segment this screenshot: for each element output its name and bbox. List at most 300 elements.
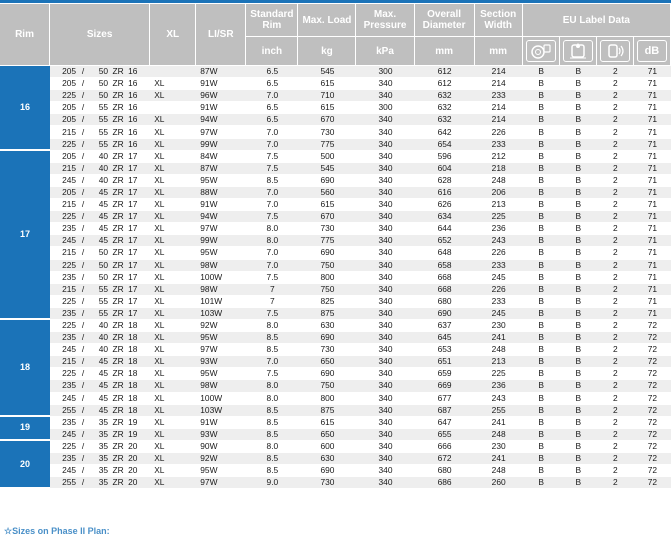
section-width-cell: 213 — [475, 356, 523, 368]
max-pressure-cell: 340 — [356, 260, 414, 272]
fuel-rating-cell: B — [523, 260, 560, 272]
section-width-cell: 213 — [475, 199, 523, 211]
load-speed-cell: 91W — [196, 102, 246, 114]
fuel-rating-cell: B — [523, 429, 560, 441]
max-load-cell: 730 — [298, 477, 356, 489]
size-separator: / — [81, 295, 85, 306]
construction-code: ZR — [112, 465, 124, 476]
eu-db-cell — [634, 37, 671, 66]
table-row — [0, 235, 671, 247]
fuel-rating-cell: B — [523, 272, 560, 284]
rim-diameter: 18 — [128, 392, 138, 403]
size-separator: / — [81, 174, 85, 185]
noise-class-cell: 2 — [597, 284, 634, 296]
size-cell — [50, 163, 150, 175]
size-separator: / — [81, 66, 85, 77]
max-pressure-cell: 300 — [356, 102, 414, 114]
noise-db-cell: 71 — [634, 199, 671, 211]
aspect-ratio: 35 — [98, 477, 109, 488]
size-separator: / — [81, 368, 85, 379]
aspect-ratio: 50 — [98, 259, 109, 270]
wet-grip-cell: B — [560, 308, 597, 320]
section-width-cell: 260 — [475, 477, 523, 489]
xl-cell: XL — [150, 368, 196, 380]
wet-grip-cell: B — [560, 187, 597, 199]
aspect-ratio: 55 — [98, 126, 109, 137]
xl-cell: XL — [150, 223, 196, 235]
max-pressure-cell: 340 — [356, 308, 414, 320]
wet-grip-icon — [563, 40, 593, 62]
overall-diameter-cell: 653 — [415, 344, 475, 356]
max-load-cell: 545 — [298, 163, 356, 175]
table-row — [0, 102, 671, 114]
xl-cell: XL — [150, 465, 196, 477]
section-width-cell: 236 — [475, 380, 523, 392]
xl-cell: XL — [150, 139, 196, 151]
size-cell — [50, 272, 150, 284]
construction-code: ZR — [112, 247, 124, 258]
fuel-efficiency-icon — [526, 40, 556, 62]
size-cell — [50, 332, 150, 344]
size-cell — [50, 477, 150, 489]
rim-diameter: 17 — [128, 259, 138, 270]
wet-grip-cell: B — [560, 151, 597, 163]
aspect-ratio: 45 — [98, 186, 109, 197]
section-width-cell: 255 — [475, 405, 523, 417]
section-width-cell: 214 — [475, 78, 523, 90]
fuel-rating-cell: B — [523, 441, 560, 453]
construction-code: ZR — [112, 126, 124, 137]
rim-size-cell: 17 — [0, 151, 50, 320]
rim-diameter: 17 — [128, 247, 138, 258]
xl-cell: XL — [150, 247, 196, 259]
max-load-cell: 615 — [298, 102, 356, 114]
max-pressure-cell: 300 — [356, 66, 414, 78]
fuel-rating-cell: B — [523, 320, 560, 332]
load-speed-cell: 94W — [196, 114, 246, 126]
standard-rim-cell: 7.0 — [246, 247, 298, 259]
standard-rim-cell: 7.5 — [246, 151, 298, 163]
noise-db-cell: 71 — [634, 272, 671, 284]
aspect-ratio: 50 — [98, 90, 109, 101]
load-speed-cell: 99W — [196, 235, 246, 247]
tire-width: 225 — [62, 368, 77, 379]
aspect-ratio: 40 — [98, 150, 109, 161]
rim-diameter: 16 — [128, 138, 138, 149]
size-cell — [50, 417, 150, 429]
wet-grip-cell: B — [560, 175, 597, 187]
table-row — [0, 260, 671, 272]
max-load-cell: 710 — [298, 90, 356, 102]
tire-width: 245 — [62, 465, 77, 476]
table-row — [0, 175, 671, 187]
noise-db-cell: 72 — [634, 453, 671, 465]
section-width-cell: 230 — [475, 441, 523, 453]
tire-width: 205 — [62, 66, 77, 77]
table-row — [0, 308, 671, 320]
fuel-rating-cell: B — [523, 344, 560, 356]
load-speed-cell: 95W — [196, 332, 246, 344]
fuel-rating-cell: B — [523, 199, 560, 211]
overall-diameter-cell: 628 — [415, 175, 475, 187]
construction-code: ZR — [112, 114, 124, 125]
overall-diameter-cell: 596 — [415, 151, 475, 163]
aspect-ratio: 55 — [98, 102, 109, 113]
overall-diameter-cell: 666 — [415, 441, 475, 453]
noise-class-cell: 2 — [597, 102, 634, 114]
tire-width: 235 — [62, 271, 77, 282]
aspect-ratio: 45 — [98, 356, 109, 367]
header-rim: Rim — [0, 4, 50, 66]
max-load-cell: 545 — [298, 66, 356, 78]
rim-diameter: 17 — [128, 283, 138, 294]
wet-grip-cell: B — [560, 344, 597, 356]
size-separator: / — [81, 186, 85, 197]
overall-diameter-cell: 644 — [415, 223, 475, 235]
standard-rim-cell: 8.0 — [246, 380, 298, 392]
header-overall-diameter: Overall Diameter — [415, 4, 475, 37]
max-load-cell: 775 — [298, 139, 356, 151]
standard-rim-cell: 8.0 — [246, 441, 298, 453]
max-load-cell: 825 — [298, 296, 356, 308]
aspect-ratio: 35 — [98, 465, 109, 476]
construction-code: ZR — [112, 368, 124, 379]
fuel-rating-cell: B — [523, 247, 560, 259]
construction-code: ZR — [112, 416, 124, 427]
wet-grip-cell: B — [560, 380, 597, 392]
xl-cell: XL — [150, 393, 196, 405]
xl-cell: XL — [150, 332, 196, 344]
noise-class-cell: 2 — [597, 429, 634, 441]
noise-class-cell: 2 — [597, 465, 634, 477]
overall-diameter-cell: 654 — [415, 139, 475, 151]
size-separator: / — [81, 404, 85, 415]
max-pressure-cell: 340 — [356, 90, 414, 102]
load-speed-cell: 98W — [196, 380, 246, 392]
size-cell — [50, 368, 150, 380]
rim-diameter: 19 — [128, 428, 138, 439]
top-accent-bar — [0, 0, 671, 3]
max-pressure-cell: 340 — [356, 320, 414, 332]
fuel-rating-cell: B — [523, 368, 560, 380]
max-pressure-cell: 340 — [356, 187, 414, 199]
max-load-cell: 875 — [298, 308, 356, 320]
standard-rim-cell: 7.0 — [246, 356, 298, 368]
header-sizes: Sizes — [50, 4, 150, 66]
section-width-cell: 241 — [475, 332, 523, 344]
rim-diameter: 16 — [128, 90, 138, 101]
section-width-cell: 230 — [475, 320, 523, 332]
table-row — [0, 78, 671, 90]
max-pressure-cell: 340 — [356, 247, 414, 259]
size-separator: / — [81, 223, 85, 234]
noise-class-cell: 2 — [597, 308, 634, 320]
table-row — [0, 211, 671, 223]
max-pressure-cell: 340 — [356, 405, 414, 417]
overall-diameter-cell: 626 — [415, 199, 475, 211]
xl-cell: XL — [150, 90, 196, 102]
max-load-cell: 800 — [298, 272, 356, 284]
aspect-ratio: 40 — [98, 162, 109, 173]
tire-width: 215 — [62, 126, 77, 137]
tire-width: 205 — [62, 114, 77, 125]
max-load-cell: 690 — [298, 175, 356, 187]
unit-kg: kg — [298, 37, 356, 66]
noise-class-cell: 2 — [597, 66, 634, 78]
aspect-ratio: 45 — [98, 404, 109, 415]
max-load-cell: 500 — [298, 151, 356, 163]
tire-width: 205 — [62, 150, 77, 161]
eu-fuel-cell — [523, 37, 560, 66]
rim-diameter: 18 — [128, 332, 138, 343]
section-width-cell: 245 — [475, 308, 523, 320]
size-cell — [50, 211, 150, 223]
noise-db-cell: 71 — [634, 90, 671, 102]
xl-cell: XL — [150, 380, 196, 392]
size-cell — [50, 441, 150, 453]
size-cell — [50, 139, 150, 151]
header-max-load: Max. Load — [298, 4, 356, 37]
load-speed-cell: 88W — [196, 187, 246, 199]
wet-grip-cell: B — [560, 405, 597, 417]
noise-class-cell: 2 — [597, 380, 634, 392]
size-separator: / — [81, 320, 85, 331]
fuel-rating-cell: B — [523, 308, 560, 320]
size-cell — [50, 151, 150, 163]
overall-diameter-cell: 669 — [415, 380, 475, 392]
max-load-cell: 630 — [298, 453, 356, 465]
rim-diameter: 18 — [128, 356, 138, 367]
max-load-cell: 690 — [298, 465, 356, 477]
standard-rim-cell: 7.0 — [246, 90, 298, 102]
table-row — [0, 272, 671, 284]
load-speed-cell: 95W — [196, 465, 246, 477]
max-load-cell: 690 — [298, 247, 356, 259]
table-row — [0, 139, 671, 151]
construction-code: ZR — [112, 283, 124, 294]
aspect-ratio: 50 — [98, 66, 109, 77]
section-width-cell: 226 — [475, 247, 523, 259]
load-speed-cell: 94W — [196, 211, 246, 223]
table-row — [0, 429, 671, 441]
section-width-cell: 225 — [475, 368, 523, 380]
table-body — [0, 66, 671, 489]
construction-code: ZR — [112, 199, 124, 210]
xl-cell: XL — [150, 272, 196, 284]
size-separator: / — [81, 162, 85, 173]
section-width-cell: 214 — [475, 102, 523, 114]
standard-rim-cell: 6.5 — [246, 114, 298, 126]
overall-diameter-cell: 651 — [415, 356, 475, 368]
noise-class-cell: 2 — [597, 211, 634, 223]
size-cell — [50, 66, 150, 78]
wet-grip-cell: B — [560, 66, 597, 78]
max-pressure-cell: 340 — [356, 151, 414, 163]
construction-code: ZR — [112, 380, 124, 391]
noise-class-cell: 2 — [597, 477, 634, 489]
wet-grip-cell: B — [560, 114, 597, 126]
max-pressure-cell: 340 — [356, 284, 414, 296]
size-separator: / — [81, 138, 85, 149]
wet-grip-cell: B — [560, 139, 597, 151]
size-cell — [50, 356, 150, 368]
section-width-cell: 226 — [475, 284, 523, 296]
size-separator: / — [81, 247, 85, 258]
load-speed-cell: 99W — [196, 139, 246, 151]
header-standard-rim: Standard Rim — [246, 4, 298, 37]
wet-grip-cell: B — [560, 78, 597, 90]
aspect-ratio: 45 — [98, 223, 109, 234]
noise-db-cell: 71 — [634, 296, 671, 308]
size-separator: / — [81, 392, 85, 403]
standard-rim-cell: 8.5 — [246, 175, 298, 187]
max-load-cell: 775 — [298, 235, 356, 247]
aspect-ratio: 45 — [98, 235, 109, 246]
noise-class-cell: 2 — [597, 356, 634, 368]
construction-code: ZR — [112, 259, 124, 270]
noise-icon — [600, 40, 630, 62]
db-icon — [637, 40, 667, 62]
standard-rim-cell: 8.5 — [246, 453, 298, 465]
fuel-rating-cell: B — [523, 296, 560, 308]
table-row — [0, 356, 671, 368]
size-separator: / — [81, 416, 85, 427]
size-separator: / — [81, 78, 85, 89]
section-width-cell: 241 — [475, 453, 523, 465]
max-pressure-cell: 340 — [356, 114, 414, 126]
max-pressure-cell: 340 — [356, 332, 414, 344]
wet-grip-cell: B — [560, 102, 597, 114]
noise-class-cell: 2 — [597, 90, 634, 102]
rim-diameter: 20 — [128, 477, 138, 488]
aspect-ratio: 45 — [98, 380, 109, 391]
wet-grip-cell: B — [560, 260, 597, 272]
load-speed-cell: 98W — [196, 260, 246, 272]
overall-diameter-cell: 616 — [415, 187, 475, 199]
noise-db-cell: 71 — [634, 187, 671, 199]
wet-grip-cell: B — [560, 272, 597, 284]
noise-db-cell: 71 — [634, 235, 671, 247]
noise-db-cell: 72 — [634, 405, 671, 417]
tire-width: 245 — [62, 174, 77, 185]
tire-width: 225 — [62, 138, 77, 149]
footnote: ☆Sizes on Phase II Plan: — [4, 526, 110, 536]
standard-rim-cell: 7.0 — [246, 139, 298, 151]
construction-code: ZR — [112, 150, 124, 161]
fuel-rating-cell: B — [523, 223, 560, 235]
construction-code: ZR — [112, 223, 124, 234]
max-pressure-cell: 340 — [356, 344, 414, 356]
wet-grip-cell: B — [560, 453, 597, 465]
noise-class-cell: 2 — [597, 223, 634, 235]
size-separator: / — [81, 211, 85, 222]
max-load-cell: 730 — [298, 344, 356, 356]
noise-db-cell: 72 — [634, 417, 671, 429]
wet-grip-cell: B — [560, 477, 597, 489]
overall-diameter-cell: 668 — [415, 272, 475, 284]
fuel-rating-cell: B — [523, 139, 560, 151]
max-load-cell: 750 — [298, 380, 356, 392]
aspect-ratio: 45 — [98, 199, 109, 210]
rim-diameter: 16 — [128, 126, 138, 137]
db-label: dB — [644, 45, 660, 57]
aspect-ratio: 50 — [98, 271, 109, 282]
noise-db-cell: 71 — [634, 151, 671, 163]
noise-class-cell: 2 — [597, 368, 634, 380]
eu-wetgrip-cell — [560, 37, 597, 66]
aspect-ratio: 35 — [98, 453, 109, 464]
size-cell — [50, 260, 150, 272]
load-speed-cell: 84W — [196, 151, 246, 163]
max-load-cell: 730 — [298, 126, 356, 138]
wet-grip-cell: B — [560, 211, 597, 223]
size-separator: / — [81, 283, 85, 294]
max-pressure-cell: 340 — [356, 429, 414, 441]
overall-diameter-cell: 672 — [415, 453, 475, 465]
load-speed-cell: 101W — [196, 296, 246, 308]
size-separator: / — [81, 453, 85, 464]
construction-code: ZR — [112, 320, 124, 331]
max-load-cell: 650 — [298, 429, 356, 441]
load-speed-cell: 87W — [196, 163, 246, 175]
wet-grip-cell: B — [560, 126, 597, 138]
noise-db-cell: 72 — [634, 344, 671, 356]
tire-width: 205 — [62, 78, 77, 89]
noise-class-cell: 2 — [597, 417, 634, 429]
xl-cell: XL — [150, 199, 196, 211]
section-width-cell: 245 — [475, 272, 523, 284]
rim-diameter: 18 — [128, 380, 138, 391]
section-width-cell: 212 — [475, 151, 523, 163]
construction-code: ZR — [112, 356, 124, 367]
table-row — [0, 223, 671, 235]
rim-diameter: 16 — [128, 102, 138, 113]
wet-grip-cell: B — [560, 284, 597, 296]
noise-class-cell: 2 — [597, 272, 634, 284]
overall-diameter-cell: 612 — [415, 66, 475, 78]
max-pressure-cell: 340 — [356, 199, 414, 211]
load-speed-cell: 92W — [196, 453, 246, 465]
load-speed-cell: 95W — [196, 368, 246, 380]
construction-code: ZR — [112, 235, 124, 246]
load-speed-cell: 91W — [196, 417, 246, 429]
aspect-ratio: 40 — [98, 332, 109, 343]
max-load-cell: 800 — [298, 393, 356, 405]
tire-size-table — [0, 4, 671, 489]
xl-cell: XL — [150, 260, 196, 272]
standard-rim-cell: 7.5 — [246, 211, 298, 223]
noise-db-cell: 72 — [634, 368, 671, 380]
table-row — [0, 417, 671, 429]
construction-code: ZR — [112, 428, 124, 439]
noise-class-cell: 2 — [597, 332, 634, 344]
rim-diameter: 17 — [128, 307, 138, 318]
xl-cell: XL — [150, 405, 196, 417]
construction-code: ZR — [112, 477, 124, 488]
noise-class-cell: 2 — [597, 139, 634, 151]
max-pressure-cell: 340 — [356, 126, 414, 138]
section-width-cell: 248 — [475, 429, 523, 441]
rim-diameter: 17 — [128, 186, 138, 197]
section-width-cell: 214 — [475, 114, 523, 126]
fuel-rating-cell: B — [523, 284, 560, 296]
max-load-cell: 670 — [298, 211, 356, 223]
overall-diameter-cell: 604 — [415, 163, 475, 175]
fuel-rating-cell: B — [523, 332, 560, 344]
overall-diameter-cell: 648 — [415, 247, 475, 259]
aspect-ratio: 55 — [98, 295, 109, 306]
construction-code: ZR — [112, 102, 124, 113]
